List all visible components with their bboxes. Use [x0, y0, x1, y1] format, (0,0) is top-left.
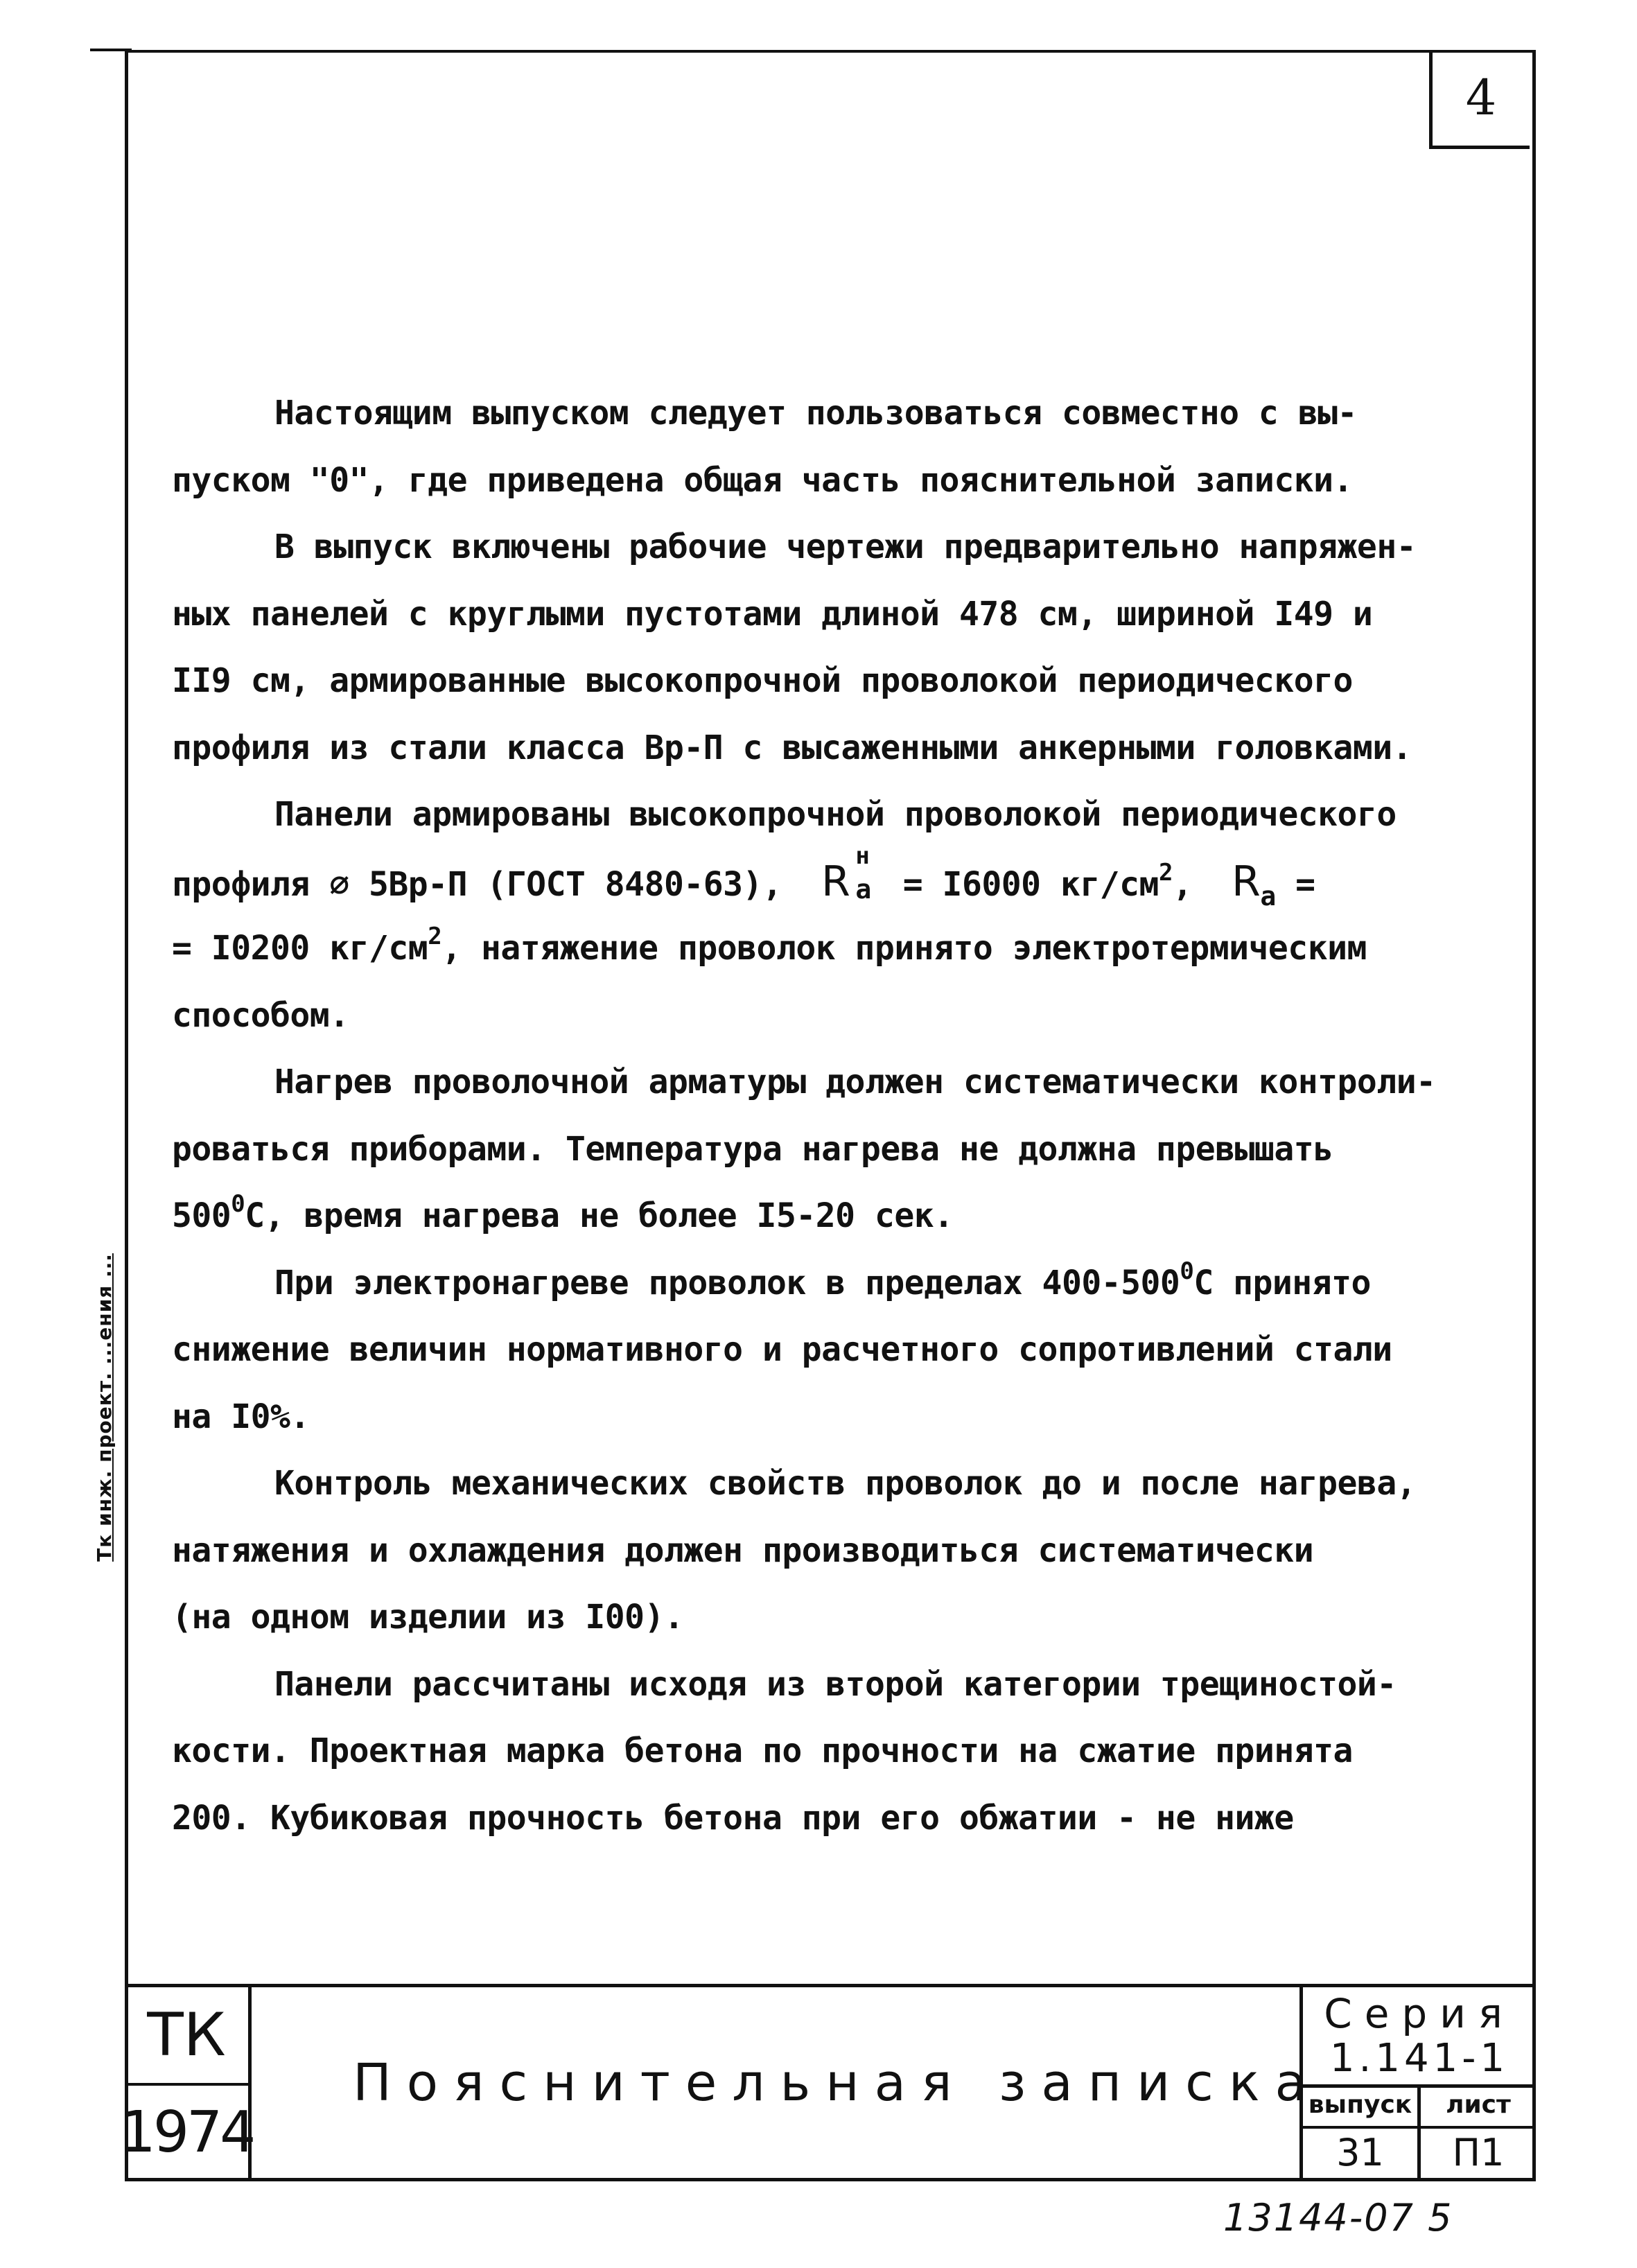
- index-normative: н: [855, 841, 870, 870]
- text-line: (на одном изделии из I00).: [172, 1598, 684, 1637]
- text-line-formula: [172, 841, 1503, 916]
- document-title: Пояснительная записка: [353, 2053, 1322, 2113]
- series-label: Серия: [1324, 1990, 1515, 2037]
- text-line: способом.: [172, 995, 349, 1035]
- text-line: профиля из стали класса Вр-П с высаженными анкерными головками.: [172, 728, 1412, 767]
- text-line: ных панелей с круглыми пустотами длиной 478 см, шириной I49 и: [172, 594, 1373, 634]
- text-line: пуском "0", где приведена общая часть пояснительной записки.: [172, 460, 1353, 500]
- year: 1974: [125, 2086, 252, 2179]
- issue-value: 31: [1336, 2131, 1384, 2174]
- index-a: а: [1260, 880, 1276, 911]
- formula-text: При электронагреве проволок в пределах 400-500: [274, 1263, 1180, 1302]
- formula-text: С, время нагрева не более I5-20 сек.: [245, 1196, 954, 1235]
- archive-number: 13144-07 5: [1223, 2196, 1453, 2240]
- degree-symbol: 0: [1180, 1257, 1194, 1285]
- text-line: Настоящим выпуском следует пользоваться совместно с вы-: [274, 394, 1357, 433]
- sheet-label: лист: [1421, 2084, 1536, 2129]
- text-line: кости. Проектная марка бетона по прочности на сжатие принята: [172, 1731, 1353, 1770]
- issue-label: выпуск: [1303, 2084, 1417, 2129]
- text-line: роваться приборами. Температура нагрева не должна превышать: [172, 1129, 1333, 1169]
- resistance-symbol: R: [821, 857, 850, 906]
- text-line: Контроль механических свойств проволок до и после нагрева,: [274, 1464, 1417, 1503]
- formula-text: =: [1275, 864, 1315, 904]
- text-line: Панели армированы высокопрочной проволокой периодического: [274, 795, 1397, 834]
- formula-text: = I0200 кг/см: [172, 929, 428, 968]
- text-line: [172, 1250, 1503, 1317]
- formula-text: С принято: [1193, 1263, 1371, 1302]
- explanatory-note-body: [172, 380, 1503, 1851]
- series-info: [1299, 1987, 1536, 2179]
- degree-symbol: 0: [231, 1190, 245, 1218]
- page-number: 4: [1465, 69, 1497, 126]
- index-a: а: [855, 873, 871, 905]
- series-cell: [1303, 1987, 1536, 2088]
- text-line: на I0%.: [172, 1397, 310, 1436]
- temperature-value: 500: [172, 1196, 231, 1235]
- formula-text: профиля ∅ 5Вр-П (ГОСТ 8480-63),: [172, 864, 822, 904]
- sheet-value: П1: [1452, 2131, 1505, 2174]
- margin-stamp: [83, 1109, 125, 1705]
- org-code: ТК: [125, 1987, 252, 2086]
- resistance-indices: [850, 841, 883, 905]
- text-line: Панели рассчитаны исходя из второй категории трещиностой-: [274, 1664, 1397, 1704]
- text-line: II9 см, армированные высокопрочной проволокой периодического: [172, 661, 1353, 700]
- text-line: натяжения и охлаждения должен производиться систематически: [172, 1530, 1314, 1570]
- exponent: 2: [1158, 858, 1173, 887]
- text-line: В выпуск включены рабочие чертежи предварительно напряжен-: [274, 527, 1417, 566]
- series-value: 1.141-1: [1329, 2036, 1509, 2081]
- text-line: [172, 1183, 1503, 1250]
- formula-text: = I6000 кг/см: [883, 864, 1159, 904]
- text-line: 200. Кубиковая прочность бетона при его обжатии - не ниже: [172, 1798, 1294, 1838]
- formula-text: , натяжение проволок принято электротермическим: [441, 929, 1367, 968]
- margin-stamp-text: Тк инж. проект. ...ения ...: [92, 1253, 116, 1562]
- formula-text: ,: [1172, 864, 1232, 904]
- text-line: [172, 915, 1503, 982]
- exponent: 2: [428, 923, 442, 950]
- text-line: снижение величин нормативного и расчетного сопротивлений стали: [172, 1330, 1392, 1369]
- page-number-box: [1429, 50, 1530, 149]
- title-block: [119, 1984, 1532, 2179]
- sheet-cell: [1421, 2084, 1536, 2179]
- text-line: Нагрев проволочной арматуры должен систематически контроли-: [274, 1063, 1436, 1101]
- issue-cell: [1303, 2084, 1421, 2179]
- resistance-symbol: R: [1232, 857, 1261, 906]
